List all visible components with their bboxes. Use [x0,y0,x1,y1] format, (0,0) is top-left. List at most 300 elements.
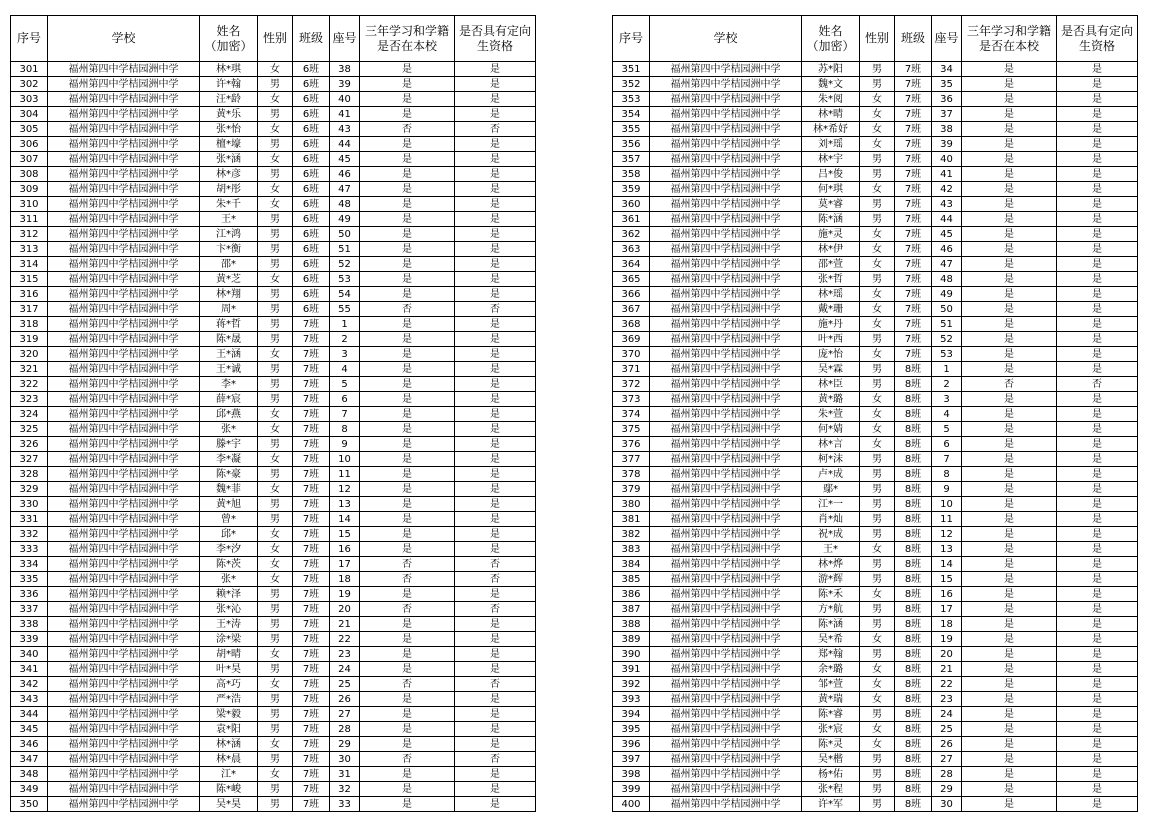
table-row [11,467,536,482]
cell-gender: 女 [860,737,895,752]
table-row [613,452,1138,467]
cell-eligible: 否 [455,752,536,767]
cell-eligible: 是 [1057,602,1138,617]
cell-eligible: 是 [455,242,536,257]
cell-residency: 是 [360,152,455,167]
cell-name: 林*翔 [200,287,258,302]
cell-gender: 女 [860,662,895,677]
cell-name: 张*程 [802,782,860,797]
cell-name: 林*琪 [200,62,258,77]
table-row [11,677,536,692]
cell-eligible: 是 [455,92,536,107]
cell-index: 365 [613,272,650,287]
roster-body-left [11,62,536,812]
table-row [11,587,536,602]
cell-seat: 25 [330,677,360,692]
cell-name: 周* [200,302,258,317]
cell-index: 340 [11,647,48,662]
table-row [613,737,1138,752]
cell-eligible: 是 [1057,347,1138,362]
cell-school: 福州第四中学桔园洲中学 [650,362,802,377]
cell-school: 福州第四中学桔园洲中学 [48,617,200,632]
table-row [11,182,536,197]
cell-school: 福州第四中学桔园洲中学 [650,437,802,452]
cell-eligible: 是 [1057,557,1138,572]
cell-school: 福州第四中学桔园洲中学 [48,737,200,752]
cell-eligible: 是 [1057,137,1138,152]
cell-class: 7班 [895,92,932,107]
cell-class: 8班 [895,767,932,782]
cell-residency: 否 [360,122,455,137]
cell-residency: 是 [360,92,455,107]
cell-name: 黄*瑞 [802,692,860,707]
cell-seat: 40 [932,152,962,167]
cell-index: 332 [11,527,48,542]
cell-name: 林*涵 [200,737,258,752]
cell-gender: 男 [860,497,895,512]
cell-index: 308 [11,167,48,182]
cell-eligible: 是 [455,797,536,812]
cell-name: 卢*成 [802,467,860,482]
cell-index: 362 [613,227,650,242]
cell-residency: 是 [962,182,1057,197]
cell-school: 福州第四中学桔园洲中学 [48,137,200,152]
table-row [613,467,1138,482]
table-row [11,497,536,512]
cell-seat: 55 [330,302,360,317]
cell-school: 福州第四中学桔园洲中学 [48,752,200,767]
table-row [613,542,1138,557]
cell-residency: 是 [360,347,455,362]
table-row [11,572,536,587]
cell-seat: 47 [932,257,962,272]
cell-class: 7班 [895,227,932,242]
cell-school: 福州第四中学桔园洲中学 [650,302,802,317]
cell-index: 375 [613,422,650,437]
roster-body-right [613,62,1138,812]
cell-seat: 16 [330,542,360,557]
cell-eligible: 否 [455,677,536,692]
cell-index: 336 [11,587,48,602]
cell-residency: 是 [962,107,1057,122]
cell-gender: 女 [258,557,293,572]
table-row [613,647,1138,662]
cell-gender: 女 [258,482,293,497]
cell-seat: 20 [330,602,360,617]
cell-seat: 31 [330,767,360,782]
cell-class: 8班 [895,542,932,557]
cell-gender: 男 [860,707,895,722]
cell-seat: 9 [330,437,360,452]
cell-school: 福州第四中学桔园洲中学 [48,242,200,257]
cell-residency: 是 [360,227,455,242]
cell-seat: 6 [330,392,360,407]
cell-index: 366 [613,287,650,302]
cell-seat: 45 [330,152,360,167]
cell-gender: 男 [258,467,293,482]
table-row [613,407,1138,422]
cell-school: 福州第四中学桔园洲中学 [650,617,802,632]
table-row [613,212,1138,227]
table-row [11,752,536,767]
cell-gender: 女 [860,542,895,557]
cell-class: 7班 [293,707,330,722]
cell-gender: 男 [258,752,293,767]
cell-name: 吴*楷 [802,752,860,767]
cell-residency: 是 [360,782,455,797]
cell-residency: 是 [360,542,455,557]
cell-seat: 9 [932,482,962,497]
cell-eligible: 是 [455,137,536,152]
cell-index: 371 [613,362,650,377]
cell-school: 福州第四中学桔园洲中学 [650,527,802,542]
table-row [11,452,536,467]
cell-school: 福州第四中学桔园洲中学 [48,692,200,707]
cell-name: 魏*菲 [200,482,258,497]
cell-seat: 26 [330,692,360,707]
cell-residency: 是 [962,467,1057,482]
cell-school: 福州第四中学桔园洲中学 [650,317,802,332]
cell-residency: 是 [962,212,1057,227]
cell-gender: 女 [258,422,293,437]
cell-class: 7班 [293,437,330,452]
cell-index: 350 [11,797,48,812]
cell-index: 330 [11,497,48,512]
cell-gender: 男 [258,662,293,677]
cell-eligible: 是 [455,272,536,287]
cell-class: 7班 [895,122,932,137]
cell-seat: 52 [932,332,962,347]
cell-school: 福州第四中学桔园洲中学 [48,587,200,602]
table-row [11,107,536,122]
cell-class: 7班 [293,797,330,812]
cell-seat: 5 [330,377,360,392]
cell-index: 369 [613,332,650,347]
cell-seat: 28 [932,767,962,782]
cell-class: 8班 [895,512,932,527]
cell-residency: 是 [360,737,455,752]
cell-gender: 男 [860,617,895,632]
cell-seat: 14 [932,557,962,572]
cell-gender: 男 [258,287,293,302]
cell-school: 福州第四中学桔园洲中学 [48,347,200,362]
cell-school: 福州第四中学桔园洲中学 [650,197,802,212]
cell-gender: 女 [860,257,895,272]
cell-name: 庞*怡 [802,347,860,362]
cell-gender: 男 [860,557,895,572]
cell-residency: 是 [962,542,1057,557]
cell-name: 朱*萱 [802,407,860,422]
cell-class: 7班 [293,572,330,587]
cell-school: 福州第四中学桔园洲中学 [48,437,200,452]
cell-class: 7班 [293,317,330,332]
cell-residency: 是 [962,617,1057,632]
cell-seat: 39 [330,77,360,92]
cell-gender: 男 [258,212,293,227]
cell-class: 8班 [895,752,932,767]
cell-name: 涂*梁 [200,632,258,647]
cell-residency: 是 [962,77,1057,92]
cell-gender: 男 [258,587,293,602]
cell-residency: 是 [962,782,1057,797]
header-school: 学校 [48,16,200,62]
cell-class: 6班 [293,242,330,257]
cell-seat: 10 [330,452,360,467]
cell-index: 397 [613,752,650,767]
cell-name: 陈*涵 [802,617,860,632]
table-row [11,722,536,737]
cell-eligible: 是 [455,287,536,302]
cell-eligible: 是 [1057,497,1138,512]
cell-class: 8班 [895,572,932,587]
cell-eligible: 是 [1057,542,1138,557]
cell-name: 林*臣 [802,377,860,392]
cell-class: 7班 [895,242,932,257]
cell-name: 陈*茨 [200,557,258,572]
cell-class: 6班 [293,137,330,152]
cell-school: 福州第四中学桔园洲中学 [650,752,802,767]
cell-residency: 是 [962,662,1057,677]
table-row [11,512,536,527]
cell-gender: 男 [258,227,293,242]
cell-index: 324 [11,407,48,422]
table-row [613,707,1138,722]
cell-residency: 是 [360,527,455,542]
cell-seat: 14 [330,512,360,527]
cell-class: 7班 [293,527,330,542]
cell-gender: 男 [258,707,293,722]
cell-index: 372 [613,377,650,392]
cell-residency: 是 [962,692,1057,707]
cell-school: 福州第四中学桔园洲中学 [48,77,200,92]
cell-school: 福州第四中学桔园洲中学 [650,797,802,812]
cell-residency: 是 [360,467,455,482]
cell-residency: 是 [962,482,1057,497]
cell-seat: 12 [330,482,360,497]
cell-name: 方*航 [802,602,860,617]
cell-index: 306 [11,137,48,152]
cell-name: 江*一 [802,497,860,512]
cell-name: 施*丹 [802,317,860,332]
cell-gender: 女 [860,347,895,362]
cell-class: 7班 [293,482,330,497]
cell-index: 393 [613,692,650,707]
cell-eligible: 否 [455,557,536,572]
table-row [11,782,536,797]
cell-gender: 女 [258,182,293,197]
cell-school: 福州第四中学桔园洲中学 [650,407,802,422]
cell-gender: 男 [860,602,895,617]
cell-index: 347 [11,752,48,767]
cell-residency: 否 [360,302,455,317]
cell-name: 张*沁 [200,602,258,617]
cell-residency: 是 [360,272,455,287]
cell-school: 福州第四中学桔园洲中学 [650,497,802,512]
cell-school: 福州第四中学桔园洲中学 [650,512,802,527]
cell-school: 福州第四中学桔园洲中学 [48,512,200,527]
cell-class: 6班 [293,302,330,317]
header-seat: 座号 [330,16,360,62]
cell-seat: 49 [330,212,360,227]
cell-class: 7班 [293,422,330,437]
cell-class: 8班 [895,617,932,632]
cell-class: 8班 [895,437,932,452]
cell-name: 许*翰 [200,77,258,92]
cell-eligible: 是 [455,257,536,272]
cell-school: 福州第四中学桔园洲中学 [48,722,200,737]
cell-index: 318 [11,317,48,332]
table-row [613,617,1138,632]
cell-eligible: 是 [455,737,536,752]
cell-residency: 是 [962,317,1057,332]
cell-seat: 32 [330,782,360,797]
cell-index: 373 [613,392,650,407]
table-row [613,602,1138,617]
cell-eligible: 是 [455,452,536,467]
cell-gender: 女 [860,632,895,647]
cell-school: 福州第四中学桔园洲中学 [48,662,200,677]
cell-residency: 否 [360,752,455,767]
cell-eligible: 是 [1057,107,1138,122]
table-row [11,737,536,752]
cell-index: 399 [613,782,650,797]
header-class: 班级 [293,16,330,62]
cell-school: 福州第四中学桔园洲中学 [650,122,802,137]
cell-index: 388 [613,617,650,632]
cell-class: 8班 [895,527,932,542]
roster-table-right [612,15,1138,812]
table-row [613,692,1138,707]
table-row [613,767,1138,782]
cell-index: 389 [613,632,650,647]
cell-gender: 男 [258,782,293,797]
cell-eligible: 是 [455,527,536,542]
cell-seat: 22 [330,632,360,647]
table-row [11,227,536,242]
cell-seat: 8 [330,422,360,437]
cell-school: 福州第四中学桔园洲中学 [650,662,802,677]
cell-seat: 7 [330,407,360,422]
cell-eligible: 是 [1057,467,1138,482]
cell-gender: 女 [860,107,895,122]
cell-class: 6班 [293,122,330,137]
cell-index: 337 [11,602,48,617]
cell-school: 福州第四中学桔园洲中学 [48,167,200,182]
cell-class: 6班 [293,227,330,242]
cell-school: 福州第四中学桔园洲中学 [48,257,200,272]
cell-residency: 是 [962,137,1057,152]
cell-eligible: 是 [455,227,536,242]
cell-school: 福州第四中学桔园洲中学 [48,122,200,137]
table-row [613,287,1138,302]
cell-eligible: 是 [1057,692,1138,707]
cell-gender: 女 [860,92,895,107]
table-row [613,92,1138,107]
cell-name: 祝*成 [802,527,860,542]
header-residency: 三年学习和学籍 是否在本校 [360,16,455,62]
cell-gender: 男 [258,377,293,392]
cell-eligible: 是 [1057,287,1138,302]
table-row [11,797,536,812]
cell-name: 陈*峻 [200,782,258,797]
table-row [11,647,536,662]
cell-residency: 是 [962,587,1057,602]
cell-residency: 是 [962,602,1057,617]
cell-residency: 是 [360,587,455,602]
cell-class: 7班 [293,782,330,797]
cell-residency: 是 [360,407,455,422]
cell-school: 福州第四中学桔园洲中学 [48,212,200,227]
cell-residency: 是 [360,362,455,377]
cell-residency: 是 [962,407,1057,422]
cell-name: 陈*灵 [802,737,860,752]
cell-name: 赖*泽 [200,587,258,602]
roster-table-left [10,15,536,812]
cell-eligible: 是 [1057,782,1138,797]
cell-gender: 女 [860,407,895,422]
cell-seat: 27 [330,707,360,722]
table-row [613,257,1138,272]
cell-seat: 38 [932,122,962,137]
table-row [11,332,536,347]
cell-eligible: 是 [455,692,536,707]
cell-seat: 41 [330,107,360,122]
cell-class: 7班 [895,77,932,92]
cell-class: 8班 [895,647,932,662]
cell-residency: 是 [962,557,1057,572]
cell-seat: 13 [330,497,360,512]
cell-name: 王*涵 [200,347,258,362]
cell-seat: 3 [330,347,360,362]
cell-gender: 男 [860,212,895,227]
cell-index: 311 [11,212,48,227]
cell-school: 福州第四中学桔园洲中学 [48,782,200,797]
cell-school: 福州第四中学桔园洲中学 [48,452,200,467]
cell-class: 8班 [895,362,932,377]
table-row [11,212,536,227]
cell-school: 福州第四中学桔园洲中学 [48,422,200,437]
cell-class: 8班 [895,797,932,812]
cell-index: 315 [11,272,48,287]
cell-eligible: 是 [455,392,536,407]
cell-eligible: 是 [455,437,536,452]
cell-name: 莫*睿 [802,197,860,212]
cell-seat: 29 [330,737,360,752]
table-row [613,362,1138,377]
cell-gender: 男 [860,77,895,92]
cell-seat: 42 [932,182,962,197]
cell-name: 林*言 [802,437,860,452]
cell-eligible: 是 [1057,647,1138,662]
cell-residency: 是 [360,107,455,122]
cell-school: 福州第四中学桔园洲中学 [650,422,802,437]
cell-seat: 43 [330,122,360,137]
cell-name: 苏*阳 [802,62,860,77]
cell-gender: 男 [258,722,293,737]
cell-index: 316 [11,287,48,302]
table-row [613,527,1138,542]
cell-eligible: 否 [455,572,536,587]
cell-gender: 女 [860,722,895,737]
cell-residency: 是 [360,662,455,677]
cell-seat: 2 [932,377,962,392]
cell-gender: 女 [860,182,895,197]
cell-residency: 是 [962,122,1057,137]
cell-residency: 是 [962,62,1057,77]
cell-name: 陈*睿 [802,707,860,722]
table-row [11,767,536,782]
cell-seat: 51 [932,317,962,332]
